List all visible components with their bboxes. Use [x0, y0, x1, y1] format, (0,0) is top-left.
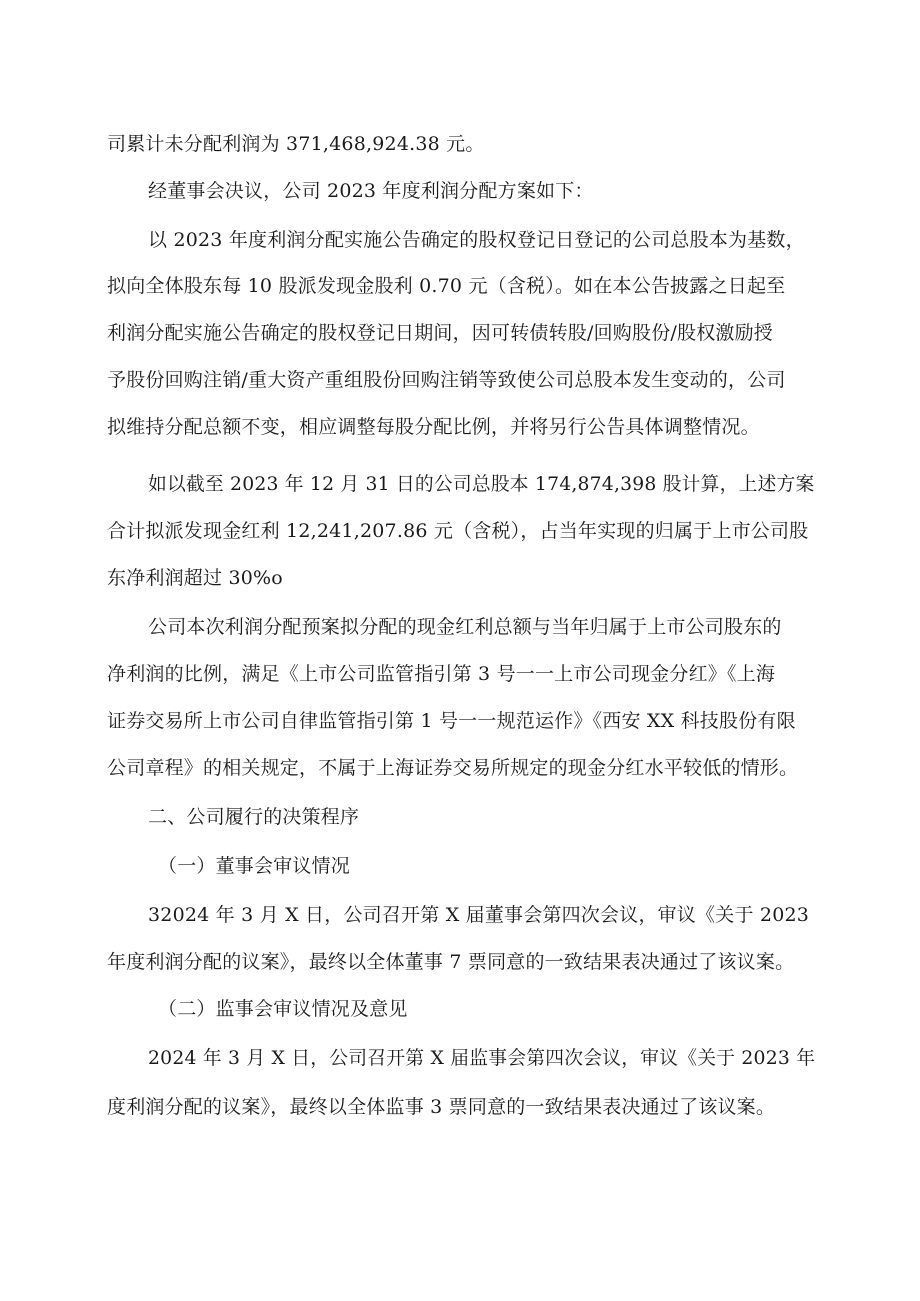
subsection-heading: （二）监事会审议情况及意见: [158, 998, 408, 1020]
paragraph-line: 以 2023 年度利润分配实施公告确定的股权登记日登记的公司总股本为基数，: [148, 229, 805, 251]
paragraph-line: 度利润分配的议案》，最终以全体监事 3 票同意的一致结果表决通过了该议案。: [107, 1096, 776, 1118]
paragraph-line: 净利润的比例，满足《上市公司监管指引第 3 号一一上市公司现金分红》《上海: [107, 663, 776, 685]
paragraph-line: 拟向全体股东每 10 股派发现金股利 0.70 元（含税）。如在本公告披露之日起至: [107, 275, 786, 297]
paragraph-line: 公司章程》的相关规定，不属于上海证券交易所规定的现金分红水平较低的情形。: [107, 757, 799, 779]
paragraph-line: 经董事会决议，公司 2023 年度利润分配方案如下：: [148, 180, 594, 202]
paragraph-line: 予股份回购注销/重大资产重组股份回购注销等致使公司总股本发生变动的，公司: [107, 369, 786, 391]
paragraph-line: 年度利润分配的议案》，最终以全体董事 7 票同意的一致结果表决通过了该议案。: [107, 951, 795, 973]
paragraph-line: 32024 年 3 月 X 日，公司召开第 X 届董事会第四次会议，审议《关于 2023: [148, 904, 810, 926]
paragraph-line: 证券交易所上市公司自律监管指引第 1 号一一规范运作》《西安 XX 科技股份有限: [107, 710, 796, 732]
paragraph-line: 公司本次利润分配预案拟分配的现金红利总额与当年归属于上市公司股东的: [148, 616, 782, 638]
paragraph-line: 拟维持分配总额不变，相应调整每股分配比例，并将另行公告具体调整情况。: [107, 416, 760, 438]
paragraph-line: 利润分配实施公告确定的股权登记日期间，因可转债转股/回购股份/股权激励授: [107, 322, 774, 344]
subsection-heading: （一）董事会审议情况: [158, 855, 351, 877]
paragraph-line: 2024 年 3 月 X 日，公司召开第 X 届监事会第四次会议，审议《关于 2023 年: [148, 1047, 816, 1069]
section-heading: 二、公司履行的决策程序: [148, 806, 360, 828]
paragraph-line: 司累计未分配利润为 371,468,924.38 元。: [107, 133, 485, 155]
paragraph-line: 东净利润超过 30%o: [107, 567, 283, 589]
paragraph-line: 如以截至 2023 年 12 月 31 日的公司总股本 174,874,398 股计算，上述方案: [148, 473, 815, 495]
paragraph-line: 合计拟派发现金红利 12,241,207.86 元（含税），占当年实现的归属于上市公司股: [107, 520, 809, 542]
